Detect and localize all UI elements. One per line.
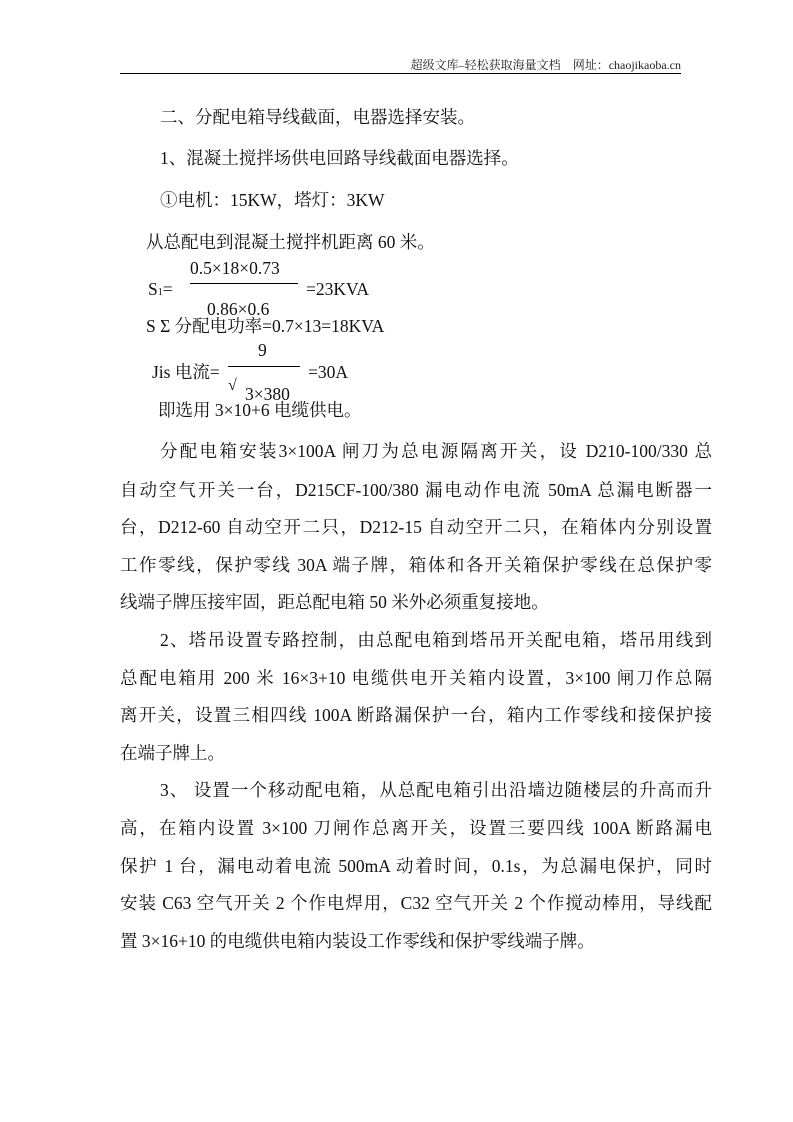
section1-item: ①电机：15KW，塔灯：3KW bbox=[160, 190, 385, 210]
sqrt-icon: √ bbox=[228, 377, 237, 394]
formula1-eq: = bbox=[162, 279, 173, 299]
formula1-s: S bbox=[148, 279, 158, 299]
formula2: S Σ 分配电功率=0.7×13=18KVA bbox=[146, 316, 385, 336]
para-line: 分配电箱安装3×100A 闸刀为总电源隔离开关，设 D210-100/330 总 bbox=[160, 441, 712, 461]
section1-distance: 从总配电到混凝土搅拌机距离 60 米。 bbox=[146, 232, 435, 252]
para-line: 高，在箱内设置 3×100 刀闸作总离开关，设置三要四线 100A 断路漏电 bbox=[120, 818, 712, 838]
formula1-result: =23KVA bbox=[306, 279, 370, 299]
para-line: 线端子牌压接牢固，距总配电箱 50 米外必须重复接地。 bbox=[120, 592, 549, 612]
formula1-denominator: 0.86×0.6 bbox=[207, 299, 270, 319]
formula1-sub: 1 bbox=[157, 287, 163, 298]
formula3-numerator: 9 bbox=[258, 340, 267, 360]
formula3-fraction-bar bbox=[228, 366, 300, 367]
para-line: 置 3×16+10 的电缆供电箱内装设工作零线和保护零线端子牌。 bbox=[120, 931, 595, 951]
header-site: 超级文库–轻松获取海量文档 bbox=[410, 58, 561, 72]
para-line: 工作零线，保护零线 30A 端子牌，箱体和各开关箱保护零线在总保护零 bbox=[120, 555, 712, 575]
para-line: 保护 1 台，漏电动着电流 500mA 动着时间，0.1s，为总漏电保护，同时 bbox=[120, 856, 712, 876]
section-title: 二、分配电箱导线截面，电器选择安装。 bbox=[160, 107, 475, 127]
para-line: 台，D212-60 自动空开二只，D212-15 自动空开二只，在箱体内分别设置 bbox=[120, 517, 712, 537]
para-line: 安装 C63 空气开关 2 个作电焊用，C32 空气开关 2 个作搅动棒用，导线配 bbox=[120, 893, 712, 913]
header-url: 网址：chaojikaoba.cn bbox=[572, 58, 681, 72]
formula1-numerator: 0.5×18×0.73 bbox=[190, 258, 280, 278]
formula1-lhs bbox=[148, 278, 173, 304]
formula3-denominator: 3×380 bbox=[245, 384, 290, 404]
para-line: 自动空气开关一台，D215CF-100/380 漏电动作电流 50mA 总漏电断器一 bbox=[120, 480, 712, 500]
formula3-lhs: Jis 电流= bbox=[152, 362, 220, 382]
formula3-result: =30A bbox=[308, 362, 349, 382]
para-line: 在端子牌上。 bbox=[120, 743, 225, 763]
page-header bbox=[411, 56, 681, 73]
para-line: 离开关，设置三相四线 100A 断路漏保护一台，箱内工作零线和接保护接 bbox=[120, 705, 712, 725]
para-line: 总配电箱用 200 米 16×3+10 电缆供电开关箱内设置，3×100 闸刀作总隔 bbox=[120, 668, 712, 688]
para-line: 3、 设置一个移动配电箱，从总配电箱引出沿墙边随楼层的升高而升 bbox=[160, 780, 712, 800]
header-rule bbox=[120, 73, 681, 74]
section1-heading: 1、混凝土搅拌场供电回路导线截面电器选择。 bbox=[160, 148, 519, 168]
para-line: 2、塔吊设置专路控制，由总配电箱到塔吊开关配电箱，塔吊用线到 bbox=[160, 630, 712, 650]
section1-choice: 即选用 3×10+6 电缆供电。 bbox=[158, 400, 362, 420]
formula1-fraction-bar bbox=[190, 283, 298, 284]
